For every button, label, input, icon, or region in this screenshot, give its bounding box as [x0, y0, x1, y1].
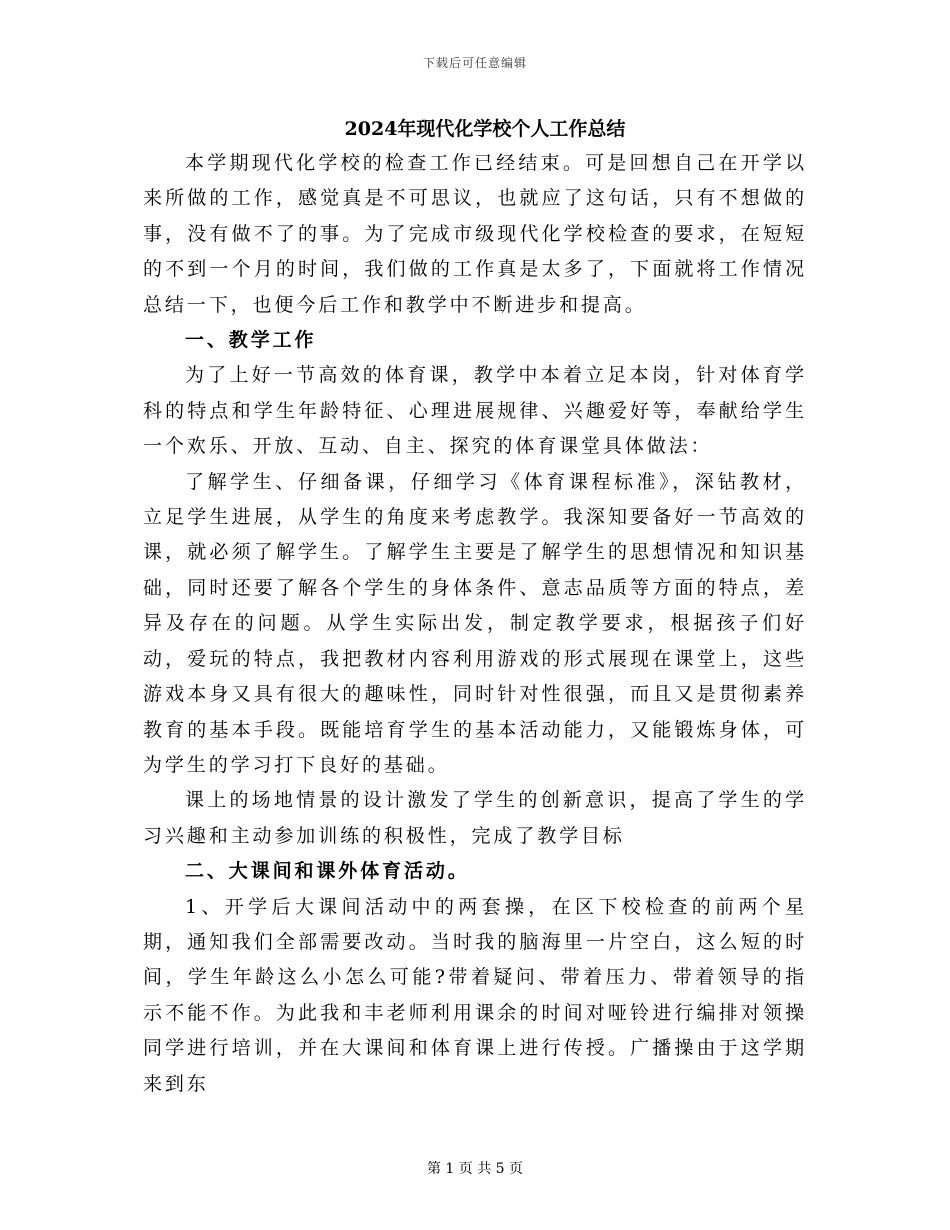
paragraph: 为了上好一节高效的体育课，教学中本着立足本岗，针对体育学科的特点和学生年龄特征、心理进展规律、兴趣爱好等，奉献给学生一个欢乐、开放、互动、自主、探究的体育课堂具体做法：: [143, 364, 807, 458]
document-body: [143, 112, 807, 1102]
page-number: 第 1 页 共 5 页: [426, 1161, 524, 1177]
paragraph: 课上的场地情景的设计激发了学生的创新意识，提高了学生的学习兴趣和主动参加训练的积极性，完成了教学目标: [143, 789, 807, 847]
header-note: 下载后可任意编辑: [422, 56, 527, 70]
intro-paragraph: 本学期现代化学校的检查工作已经结束。可是回想自己在开学以来所做的工作，感觉真是不可思议，也就应了这句话，只有不想做的事，没有做不了的事。为了完成市级现代化学校检查的要求，在短短的不到一个月的时间，我们做的工作真是太多了，下面就将工作情况总结一下，也便今后工作和教学中不断进步和提高。: [143, 152, 807, 316]
document-title: 2024年现代化学校个人工作总结: [344, 118, 626, 140]
section-heading-teaching: 一、教学工作: [185, 329, 317, 352]
section-heading-activities: 二、大课间和课外体育活动。: [185, 860, 470, 883]
paragraph: 了解学生、仔细备课，仔细学习《体育课程标准》，深钻教材，立足学生进展，从学生的角度来考虑教学。我深知要备好一节高效的课，就必须了解学生。了解学生主要是了解学生的思想情况和知识基础，同时还要了解各个学生的身体条件、意志品质等方面的特点，差异及存在的问题。从学生实际出发，制定教学要求，根据孩子们好动，爱玩的特点，我把教材内容利用游戏的形式展现在课堂上，这些游戏本身又具有很大的趣味性，同时针对性很强，而且又是贯彻素养教育的基本手段。既能培育学生的基本活动能力，又能锻炼身体，可为学生的学习打下良好的基础。: [143, 470, 807, 776]
paragraph: 1、开学后大课间活动中的两套操，在区下校检查的前两个星期，通知我们全部需要改动。当时我的脑海里一片空白，这么短的时间，学生年龄这么小怎么可能?带着疑问、带着压力、带着领导的指示不能不作。为此我和丰老师利用课余的时间对哑铃进行编排对领操同学进行培训，并在大课间和体育课上进行传授。广播操由于这学期来到东: [143, 895, 807, 1095]
